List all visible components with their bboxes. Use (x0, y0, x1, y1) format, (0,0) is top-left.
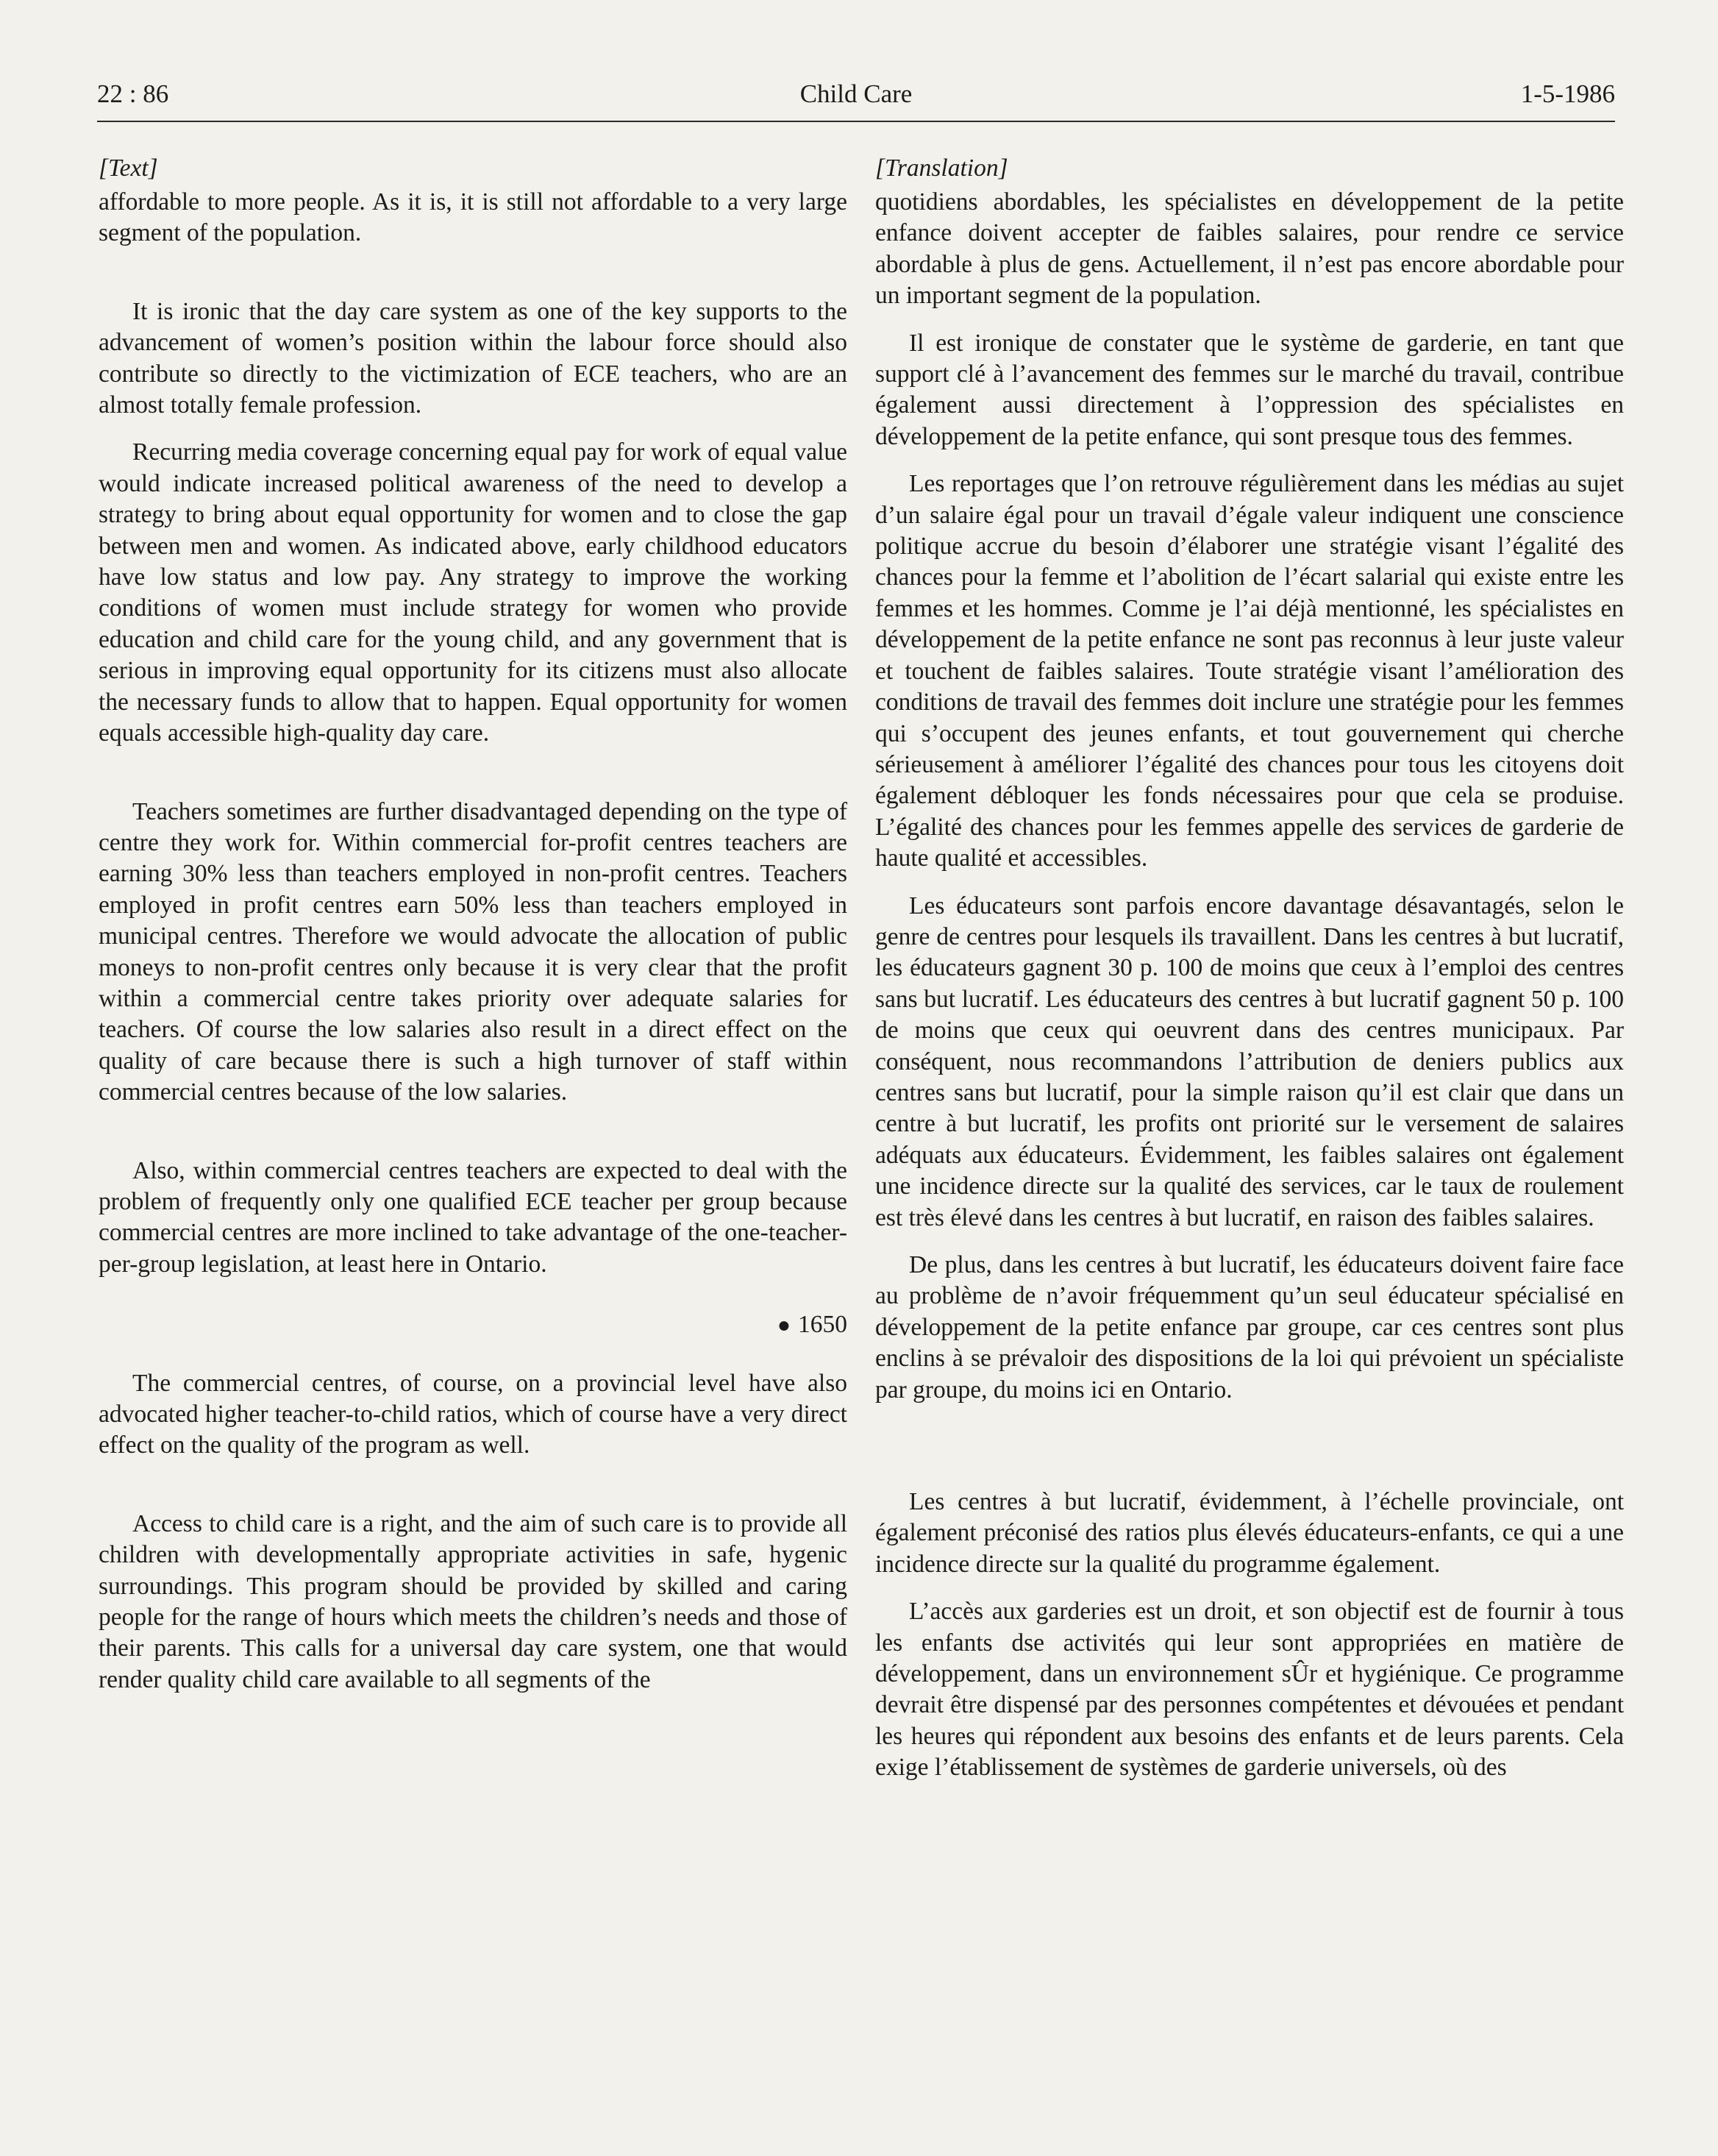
french-column (875, 153, 1624, 1800)
bullet-icon: ● (777, 1313, 791, 1338)
paragraph: Teachers sometimes are further disadvantaged depending on the type of centre they work for. Within commercial for-profit centres teachers are earning 30% less than teachers employed in non-profit centres. Teachers employed in profit centres earn 50% less than teachers employed in municipal centres. Therefore we would advocate the allocation of public moneys to non-profit centres only because it is very clear that the profit within a commercial centre takes priority over adequate salaries for teachers. Of course the low salaries also result in a direct effect on the quality of care because there is such a high turnover of staff within commercial centres because of the low salaries. (99, 797, 847, 1106)
page-title: Child Care (799, 79, 913, 108)
paragraph: The commercial centres, of course, on a provincial level have also advocated higher teacher-to-child ratios, which of course have a very direct effect on the quality of the program as well. (99, 1369, 847, 1459)
paragraph: L’accès aux garderies est un droit, et son objectif est de fournir à tous les enfants dse activités qui leur sont appropriées en matière de développement, dans un environnement sÛr et hygiénique. Ce programme devrait être dispensé par des personnes compétentes et dévouées et pendant les heures qui répondent aux besoins des enfants et de leurs parents. Cela exige l’établissement de systèmes de garderie universels, où des (875, 1598, 1624, 1782)
paragraph: Access to child care is a right, and the aim of such care is to provide all children with developmentally appropriate activities in safe, hygenic surroundings. This program should be provided by skilled and caring people for the range of hours which meets the children’s needs and those of their parents. This calls for a universal day care system, one that would render quality child care available to all segments of the (99, 1509, 847, 1693)
paragraph: Also, within commercial centres teachers are expected to deal with the problem of frequently only one qualified ECE teacher per group because commercial centres are more inclined to take advantage of the one-teacher-per-group legislation, at least here in Ontario. (99, 1156, 847, 1278)
paragraph: De plus, dans les centres à but lucratif, les éducateurs doivent faire face au problème de n’avoir fréquemment qu’un seul éducateur spécialisé en développement de la petite enfance par groupe, car ces centres sont plus enclins à se prévaloir des dispositions de la loi qui prévoient un spécialiste par groupe, du moins ici en Ontario. (875, 1251, 1624, 1403)
paragraph: quotidiens abordables, les spécialistes en développement de la petite enfance doivent accepter de faibles salaires, pour rendre ce service abordable à plus de gens. Actuellement, il n’est pas encore abordable pour un important segment de la population. (875, 188, 1624, 310)
page-number: 22 : 86 (97, 79, 169, 108)
paragraph: affordable to more people. As it is, it is still not affordable to a very large segment of the population. (99, 188, 847, 247)
page-header (97, 79, 1615, 122)
translation-label: [Translation] (875, 154, 1008, 182)
english-column (99, 153, 847, 1712)
page-date: 1-5-1986 (1520, 79, 1615, 108)
paragraph: Il est ironique de constater que le système de garderie, en tant que support clé à l’avancement des femmes sur le marché du travail, contribue également aussi directement à l’oppression des spécialistes en développement de la petite enfance, qui sont presque tous des femmes. (875, 329, 1624, 450)
text-label: [Text] (99, 154, 158, 182)
paragraph: It is ironic that the day care system as one of the key supports to the advancement of women’s position within the labour force should also contribute so directly to the victimization of ECE teachers, who are an almost totally female profession. (99, 297, 847, 419)
time-marker (99, 1309, 847, 1341)
time-marker-value: 1650 (798, 1311, 847, 1339)
paragraph: Recurring media coverage concerning equal pay for work of equal value would indicate increased political awareness of the need to develop a strategy to bring about equal opportunity for women and to close the gap between men and women. As indicated above, early childhood educators have low status and low pay. Any strategy to improve the working conditions of women must include strategy for women who provide education and child care for the young child, and any government that is serious in improving equal opportunity for its citizens must also allocate the necessary funds to allow that to happen. Equal opportunity for women equals accessible high-quality day care. (99, 438, 847, 747)
paragraph: Les reportages que l’on retrouve régulièrement dans les médias au sujet d’un salaire égal pour un travail d’égale valeur indiquent une conscience politique accrue du besoin d’élaborer une stratégie visant l’égalité des chances pour la femme et l’abolition de l’écart salarial qui existe entre les femmes et les hommes. Comme je l’ai déjà mentionné, les spécialistes en développement de la petite enfance ne sont pas reconnus à leur juste valeur et touchent de faibles salaires. Toute stratégie visant l’amélioration des conditions de travail des femmes doit inclure une stratégie pour les femmes qui s’occupent des jeunes enfants, et tout gouvernement qui cherche sérieusement à améliorer l’égalité des chances pour tous les citoyens doit également débloquer les fonds nécessaires pour que cela se produise. L’égalité des chances pour les femmes appelle des services de garderie de haute qualité et accessibles. (875, 470, 1624, 872)
paragraph: Les centres à but lucratif, évidemment, à l’échelle provinciale, ont également préconisé des ratios plus élevés éducateurs-enfants, ce qui a une incidence directe sur la qualité du programme également. (875, 1488, 1624, 1578)
paragraph: Les éducateurs sont parfois encore davantage désavantagés, selon le genre de centres pour lesquels ils travaillent. Dans les centres à but lucratif, les éducateurs gagnent 30 p. 100 de moins que ceux à l’emploi des centres sans but lucratif. Les éducateurs des centres à but lucratif gagnent 50 p. 100 de moins que ceux qui oeuvrent dans des centres municipaux. Par conséquent, nous recommandons l’attribution de deniers publics aux centres sans but lucratif, pour la simple raison qu’il est clair que dans un centre à but lucratif, les profits ont priorité sur le versement de salaires adéquats aux éducateurs. Évidemment, les faibles salaires ont également une incidence directe sur la qualité des services, car le taux de roulement est très élevé dans les centres à but lucratif, en raison des faibles salaires. (875, 892, 1624, 1231)
